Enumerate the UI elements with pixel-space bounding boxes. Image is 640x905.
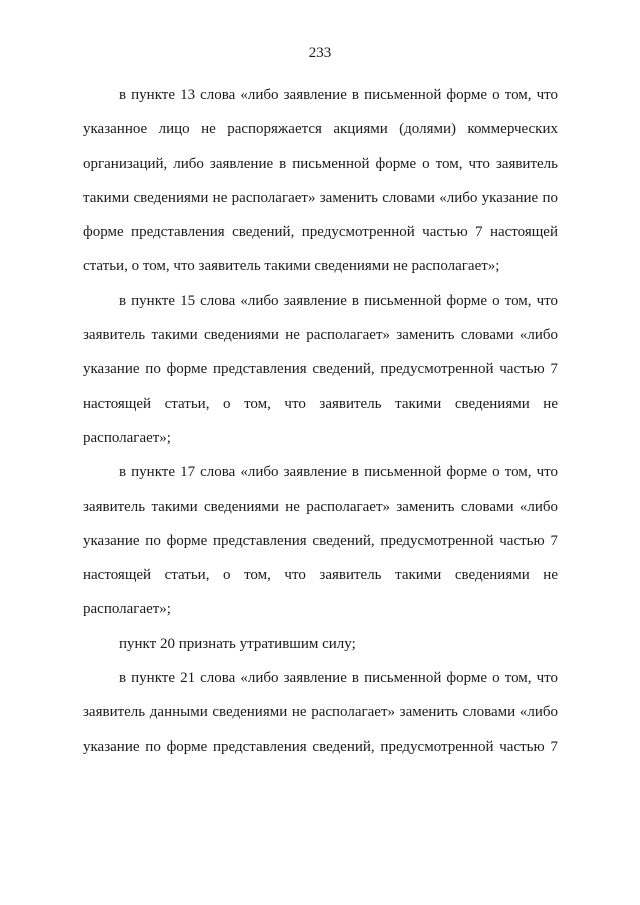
paragraph-item-15: в пункте 15 слова «либо заявление в письменной форме о том, что заявитель такими сведениями не располагает» заменить словами «либо указание по форме представления сведений, предусмотренной частью 7 настоящей статьи, о том, что заявитель такими сведениями не располагает»; xyxy=(83,292,558,446)
document-body xyxy=(83,78,558,764)
paragraph-item-13: в пункте 13 слова «либо заявление в письменной форме о том, что указанное лицо не распоряжается акциями (долями) коммерческих организаций, либо заявление в письменной форме о том, что заявитель такими сведениями не располагает» заменить словами «либо указание по форме представления сведений, предусмотренной частью 7 настоящей статьи, о том, что заявитель такими сведениями не располагает»; xyxy=(83,87,558,275)
paragraph-item-20: пункт 20 признать утратившим силу; xyxy=(119,635,356,652)
page-number: 233 xyxy=(308,45,332,61)
paragraph-item-17: в пункте 17 слова «либо заявление в письменной форме о том, что заявитель такими сведениями не располагает» заменить словами «либо указание по форме представления сведений, предусмотренной частью 7 настоящей статьи, о том, что заявитель такими сведениями не располагает»; xyxy=(83,464,558,618)
paragraph-item-21: в пункте 21 слова «либо заявление в письменной форме о том, что заявитель данными сведениями не располагает» заменить словами «либо указание по форме представления сведений, предусмотренной частью 7 xyxy=(83,670,558,755)
